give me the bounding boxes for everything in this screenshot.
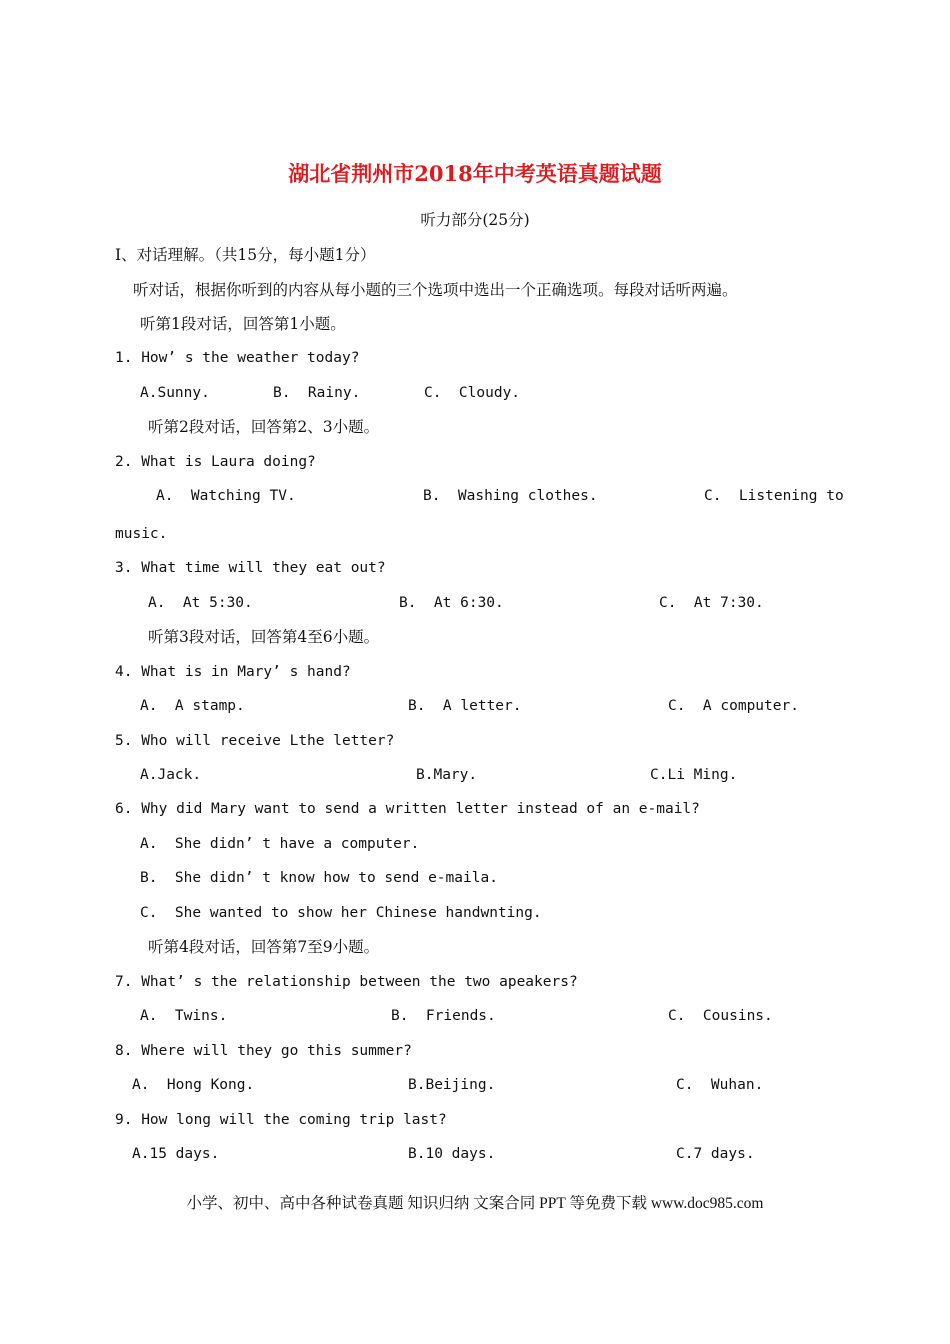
page-footer: 小学、初中、高中各种试卷真题 知识归纳 文案合同 PPT 等免费下载 www.doc985.com [186,1195,764,1212]
option: B.10 days. [408,1146,496,1162]
option: C. She wanted to show her Chinese handwnting. [140,905,542,921]
option: B.Mary. [416,767,478,783]
option: B. Rainy. [273,385,361,401]
option: A. Hong Kong. [132,1077,255,1093]
question-stem: 6. Why did Mary want to send a written letter instead of an e-mail? [115,801,700,817]
option: A.Sunny. [140,385,210,401]
option: A. Twins. [140,1008,228,1024]
option: B. She didn’ t know how to send e-maila. [140,870,498,886]
question-stem: 1. How’ s the weather today? [115,350,360,366]
option: A.15 days. [132,1146,220,1162]
option: A. Watching TV. [156,488,296,504]
dialogue-note: 听第2段对话，回答第2、3小题。 [148,418,380,436]
question-stem: 7. What’ s the relationship between the two apeakers? [115,974,578,990]
question-stem: 8. Where will they go this summer? [115,1043,412,1059]
question-stem: 3. What time will they eat out? [115,560,386,576]
option: A.Jack. [140,767,202,783]
question-stem: 4. What is in Mary’ s hand? [115,664,351,680]
option: B.Beijing. [408,1077,496,1093]
option-continuation: music. [115,526,168,542]
question-stem: 5. Who will receive Lthe letter? [115,733,395,749]
instruction: 听对话，根据你听到的内容从每小题的三个选项中选出一个正确选项。每段对话听两遍。 [133,281,738,299]
option: C.7 days. [676,1146,755,1162]
option: A. At 5:30. [148,595,253,611]
dialogue-note: 听第1段对话，回答第1小题。 [140,315,346,333]
dialogue-note: 听第4段对话，回答第7至9小题。 [148,938,380,956]
option: B. A letter. [408,698,522,714]
option: C. At 7:30. [659,595,764,611]
option: C. Listening to [704,488,844,504]
option: B. At 6:30. [399,595,504,611]
option: A. She didn’ t have a computer. [140,836,420,852]
dialogue-note: 听第3段对话，回答第4至6小题。 [148,628,380,646]
option: A. A stamp. [140,698,245,714]
section-heading: 听力部分(25分) [420,211,530,229]
part-heading: I、对话理解。（共15分，每小题1分） [115,246,376,264]
option: C. Cloudy. [424,385,521,401]
page-title: 湖北省荆州市2018年中考英语真题试题 [288,161,662,186]
option: C.Li Ming. [650,767,738,783]
option: C. Wuhan. [676,1077,764,1093]
option: C. Cousins. [668,1008,773,1024]
option: B. Washing clothes. [423,488,598,504]
question-stem: 9. How long will the coming trip last? [115,1112,447,1128]
question-stem: 2. What is Laura doing? [115,454,316,470]
option: C. A computer. [668,698,799,714]
option: B. Friends. [391,1008,496,1024]
